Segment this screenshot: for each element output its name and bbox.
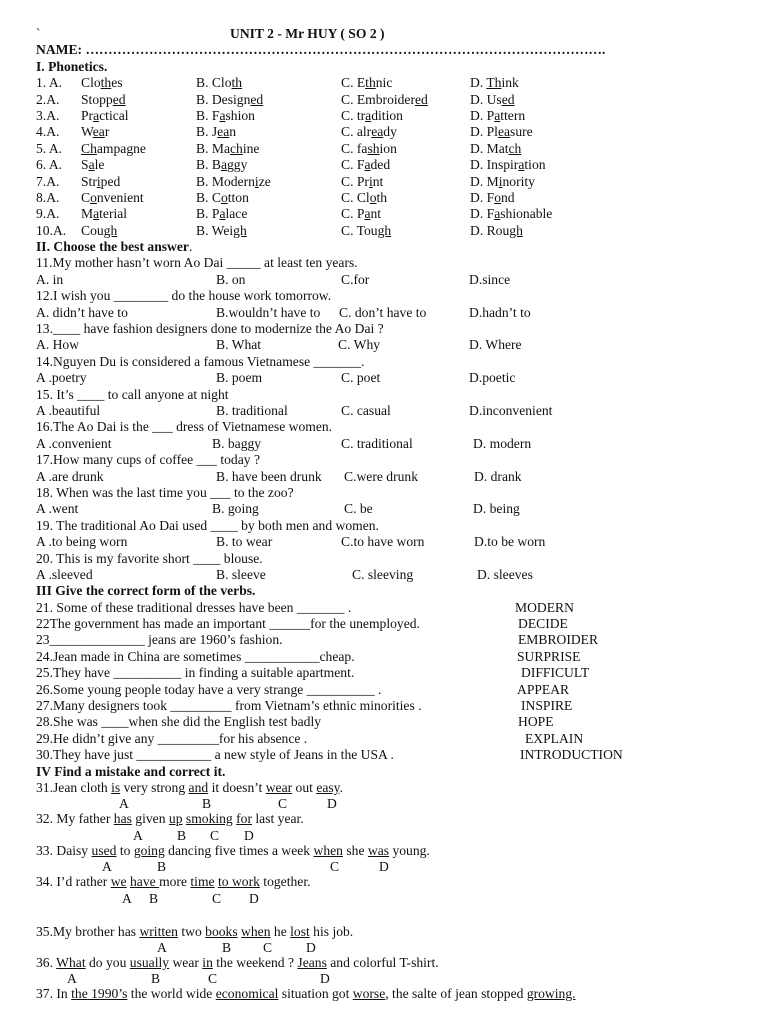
option-d: D. Pattern (470, 107, 526, 123)
option-d: D. Fond (470, 189, 515, 205)
option-d-underlined: ea (497, 124, 511, 140)
sentence-row (36, 843, 736, 859)
underlined-segment: up (168, 811, 183, 827)
options-row (36, 272, 736, 288)
option-b: B. on (216, 271, 246, 287)
option-b: B. baggy (212, 435, 262, 451)
choice-letter: D (306, 939, 316, 955)
choice-letter: A (157, 939, 167, 955)
verb-row (36, 731, 736, 747)
option-a: Wear (81, 124, 110, 140)
choice-letter: D (327, 796, 337, 812)
question-number: 2.A. (36, 91, 60, 107)
question-text: 18. When was the last time you ___ to the zoo? (36, 484, 294, 500)
question-number: 10.A. (36, 222, 67, 238)
option-b-underlined: o (220, 189, 228, 205)
underlined-segment: used (91, 842, 117, 858)
options-row (36, 436, 736, 452)
option-b: B. Palace (196, 206, 248, 222)
option-c: C.for (341, 271, 370, 287)
choice-letter: B (177, 827, 187, 843)
option-a-underlined: a (93, 107, 100, 123)
option-a-underlined: Ch (81, 140, 97, 156)
option-c: C. Why (338, 337, 381, 353)
option-b: B. Baggy (196, 157, 248, 173)
mistakes-section (36, 780, 736, 1003)
option-d: D.to be worn (474, 534, 546, 550)
underlined-segment: and (188, 779, 209, 795)
option-b-underlined: th (231, 75, 243, 91)
underlined-segment: we (110, 874, 127, 890)
option-b: B. Fashion (196, 107, 255, 123)
phonetics-row (36, 141, 736, 157)
mistake-sentence: 35.My brother has written two books when he lost his job. (36, 923, 354, 939)
options-row (36, 370, 736, 386)
option-d: D. Used (470, 91, 515, 107)
phonetics-row (36, 223, 736, 239)
choice-letter: D (320, 971, 330, 987)
verb-question: 25.They have __________ in finding a suitable apartment. (36, 665, 355, 681)
option-b-underlined: i (254, 173, 259, 189)
verb-row (36, 698, 736, 714)
sentence-row (36, 811, 736, 827)
underlined-segment: in (202, 954, 213, 970)
mistake-sentence: 37. In the 1990’s the world wide economical situation got worse, the salte of jean stopped growing. (36, 986, 576, 1002)
question-row (36, 518, 736, 534)
option-b: B. Cloth (196, 75, 243, 91)
question-text: 17.How many cups of coffee ___ today ? (36, 452, 260, 468)
verb-row (36, 600, 736, 616)
choose-section (36, 255, 736, 583)
spacer (36, 906, 736, 924)
underlined-segment: the 1990’s (71, 986, 128, 1002)
letters-row (36, 971, 736, 986)
option-a: A .went (36, 501, 79, 517)
underlined-segment: growing. (526, 986, 576, 1002)
phonetics-heading: I. Phonetics. (36, 58, 108, 74)
phonetics-row (36, 75, 736, 91)
choice-letter: B (151, 971, 161, 987)
option-a: Striped (81, 173, 121, 189)
verb-question: 26.Some young people today have a very strange __________ . (36, 681, 382, 697)
choice-letter: A (122, 890, 132, 906)
verb-row (36, 632, 736, 648)
verb-question: 24.Jean made in China are sometimes ___________cheap. (36, 648, 355, 664)
phonetics-row (36, 108, 736, 124)
tick-mark: ` (36, 26, 41, 41)
phonetics-row (36, 190, 736, 206)
mistake-sentence: 33. Daisy used to going dancing five times a week when she was young. (36, 842, 430, 858)
question-row (36, 551, 736, 567)
verb-question: 23______________ jeans are 1960’s fashion. (36, 632, 283, 648)
mistake-sentence: 34. I’d rather we have more time to work together. (36, 874, 311, 890)
option-a: A. in (36, 271, 64, 287)
word-cue: EMBROIDER (518, 632, 599, 648)
option-b-underlined: ch (229, 140, 243, 156)
mistakes-heading: IV Find a mistake and correct it. (36, 763, 226, 779)
underlined-segment: have (130, 874, 160, 890)
option-a: Practical (81, 107, 129, 123)
option-d-underlined: o (494, 189, 501, 205)
option-d-underlined: Th (486, 75, 502, 91)
option-d: D. drank (474, 468, 522, 484)
option-d: D. Pleasure (470, 124, 533, 140)
choice-letter: B (222, 939, 232, 955)
option-a: Cough (81, 222, 118, 238)
letters-row (36, 796, 736, 811)
choice-letter: A (133, 827, 143, 843)
word-cue: INTRODUCTION (520, 747, 623, 763)
choice-letter: C (263, 939, 273, 955)
mistake-sentence: 31.Jean cloth is very strong and it doesn’t wear out easy. (36, 779, 343, 795)
word-cue: EXPLAIN (525, 730, 584, 746)
mistake-sentence: 32. My father has given up smoking for last year. (36, 811, 304, 827)
phonetics-row (36, 157, 736, 173)
question-row (36, 419, 736, 435)
option-d: D.inconvenient (469, 402, 553, 418)
option-c: C. sleeving (352, 566, 414, 582)
phonetics-row (36, 124, 736, 140)
phonetics-section (36, 75, 736, 239)
letters-row (36, 828, 736, 843)
option-a: Stopped (81, 91, 126, 107)
underlined-segment: is (111, 779, 121, 795)
verb-row (36, 649, 736, 665)
question-text: 20. This is my favorite short ____ blouse. (36, 550, 263, 566)
options-row (36, 501, 736, 517)
options-row (36, 337, 736, 353)
option-c: C. Embroidered (341, 91, 428, 107)
phonetics-row (36, 174, 736, 190)
option-c-underlined: a (364, 206, 371, 222)
phonetics-row (36, 206, 736, 222)
option-b: B. Cotton (196, 189, 249, 205)
option-c: C. casual (341, 402, 391, 418)
word-cue: MODERN (515, 599, 574, 615)
option-d-underlined: ch (508, 140, 522, 156)
option-a: A. How (36, 337, 80, 353)
option-c: C. tradition (341, 107, 403, 123)
sentence-row (36, 780, 736, 796)
sentence-row (36, 874, 736, 890)
letters-row (36, 891, 736, 906)
option-b: B. traditional (216, 402, 288, 418)
choice-letter: C (208, 971, 218, 987)
sentence-row (36, 924, 736, 940)
question-row (36, 255, 736, 271)
option-a: A .convenient (36, 435, 112, 451)
underlined-segment: was (367, 842, 390, 858)
choice-letter: D (244, 827, 254, 843)
verb-row (36, 714, 736, 730)
underlined-segment: usually (129, 954, 170, 970)
choose-heading-row (36, 239, 736, 255)
question-row (36, 485, 736, 501)
name-row (36, 42, 736, 58)
option-a: Sale (81, 157, 105, 173)
option-c-underlined: th (365, 75, 376, 91)
question-row (36, 354, 736, 370)
options-row (36, 305, 736, 321)
option-a-underlined: o (90, 189, 97, 205)
word-cue: APPEAR (517, 681, 570, 697)
underlined-segment: What (56, 954, 86, 970)
option-b-underlined: a (219, 206, 226, 222)
option-b: B. Designed (196, 91, 264, 107)
letters-row (36, 940, 736, 955)
phonetics-row (36, 92, 736, 108)
option-b: B. Machine (196, 140, 260, 156)
option-d: D. Where (469, 337, 522, 353)
choice-letter: B (149, 890, 159, 906)
underlined-segment: to work (217, 874, 260, 890)
question-text: 15. It’s ____ to call anyone at night (36, 386, 229, 402)
option-c: C. Print (341, 173, 384, 189)
option-a: A. didn’t have to (36, 304, 128, 320)
option-c: C. Pant (341, 206, 382, 222)
option-c: C. fashion (341, 140, 397, 156)
option-d-underlined: a (518, 157, 525, 173)
option-b-underlined: ed (250, 91, 264, 107)
underlined-segment: going (133, 842, 165, 858)
option-a-underlined: a (88, 157, 95, 173)
option-a-underlined: th (100, 75, 112, 91)
verb-row (36, 665, 736, 681)
option-d: D. sleeves (477, 566, 533, 582)
underlined-segment: books (205, 923, 238, 939)
option-a: A .poetry (36, 370, 87, 386)
option-a-underlined: a (93, 206, 100, 222)
word-cue: DIFFICULT (521, 665, 590, 681)
question-text: 12.I wish you ________ do the house work tomorrow. (36, 288, 332, 304)
verb-row (36, 747, 736, 763)
option-d: D. Match (470, 140, 522, 156)
choose-heading-wrap (36, 239, 192, 255)
options-row (36, 534, 736, 550)
option-a: Clothes (81, 75, 123, 91)
option-a: A .to being worn (36, 534, 128, 550)
option-a-underlined: i (96, 173, 101, 189)
option-b: B. poem (216, 370, 263, 386)
option-d: D.poetic (469, 370, 516, 386)
choice-letter: A (67, 971, 77, 987)
verbs-heading-row (36, 583, 736, 599)
option-c-underlined: sh (367, 140, 380, 156)
option-c: C.were drunk (344, 468, 418, 484)
option-c: C. Cloth (341, 189, 388, 205)
choice-letter: B (202, 796, 212, 812)
underlined-segment: Jeans (297, 954, 327, 970)
underlined-segment: written (139, 923, 178, 939)
underlined-segment: easy (316, 779, 340, 795)
choice-letter: A (119, 796, 129, 812)
option-a: Champagne (81, 140, 146, 156)
option-c-underlined: a (365, 107, 372, 123)
choice-letter: D (379, 859, 389, 875)
underlined-segment: wear (265, 779, 293, 795)
mistake-sentence: 36. What do you usually wear in the weekend ? Jeans and colorful T-shirt. (36, 954, 439, 970)
sentence-row (36, 986, 736, 1002)
verb-row (36, 682, 736, 698)
verb-question: 30.They have just ___________ a new style of Jeans in the USA . (36, 747, 394, 763)
option-c-underlined: ed (415, 91, 428, 107)
option-d: D. Minority (470, 173, 535, 189)
option-c: C. Tough (341, 222, 392, 238)
question-number: 5. A. (36, 140, 63, 156)
option-b: B. have been drunk (216, 468, 322, 484)
option-d: D. Think (470, 75, 519, 91)
option-d: D. Fashionable (470, 206, 553, 222)
question-number: 3.A. (36, 107, 60, 123)
option-d: D.since (469, 271, 511, 287)
option-a: A .are drunk (36, 468, 104, 484)
phonetics-heading-row (36, 59, 736, 75)
option-a: A .beautiful (36, 402, 101, 418)
option-b-underlined: gh (233, 222, 247, 238)
choice-letter: D (249, 890, 259, 906)
question-number: 9.A. (36, 206, 60, 222)
question-number: 7.A. (36, 173, 60, 189)
option-d: D.hadn’t to (469, 304, 531, 320)
option-b-underlined: a (220, 157, 227, 173)
option-c-underlined: gh (377, 222, 392, 238)
option-d-underlined: a (494, 107, 501, 123)
question-row (36, 288, 736, 304)
verb-question: 22The government has made an important ______for the unemployed. (36, 616, 420, 632)
option-b: B.wouldn’t have to (216, 304, 321, 320)
option-c-underlined: i (368, 173, 373, 189)
option-c: C.to have worn (341, 534, 425, 550)
verb-row (36, 616, 736, 632)
choose-heading-tail: . (188, 239, 193, 255)
question-text: 14.Nguyen Du is considered a famous Vietnamese _______. (36, 353, 365, 369)
question-text: 16.The Ao Dai is the ___ dress of Vietnamese women. (36, 419, 333, 435)
underlined-segment: lost (290, 923, 310, 939)
verbs-heading: III Give the correct form of the verbs. (36, 583, 256, 599)
worksheet-page (36, 26, 736, 1003)
options-row (36, 567, 736, 583)
option-a: Material (81, 206, 128, 222)
underlined-segment: time (190, 874, 215, 890)
question-row (36, 452, 736, 468)
option-b-underlined: a (219, 107, 226, 123)
question-text: 19. The traditional Ao Dai used ____ by both men and women. (36, 517, 379, 533)
option-d: D. Inspiration (470, 157, 546, 173)
choice-letter: C (212, 890, 222, 906)
option-d-underlined: a (494, 206, 501, 222)
word-cue: HOPE (518, 714, 554, 730)
letters-row (36, 859, 736, 874)
option-c: C. poet (341, 370, 381, 386)
choice-letter: C (210, 827, 220, 843)
option-b-underlined: ea (217, 124, 230, 140)
question-row (36, 387, 736, 403)
word-cue: SURPRISE (517, 648, 581, 664)
choice-letter: C (278, 796, 288, 812)
underlined-segment: economical (215, 986, 279, 1002)
underlined-segment: smoking (185, 811, 233, 827)
question-number: 6. A. (36, 157, 63, 173)
option-c-underlined: a (364, 157, 371, 173)
option-a: A .sleeved (36, 566, 93, 582)
question-text: 13.____ have fashion designers done to modernize the Ao Dai ? (36, 321, 384, 337)
underlined-segment: for (236, 811, 252, 827)
option-b: B. Modernize (196, 173, 271, 189)
option-d-underlined: ed (501, 91, 515, 107)
word-cue: DECIDE (518, 616, 568, 632)
option-d-underlined: i (498, 173, 503, 189)
underlined-segment: when (313, 842, 343, 858)
option-c-underlined: ea (371, 124, 384, 140)
question-number: 4.A. (36, 124, 60, 140)
option-d-underlined: gh (509, 222, 523, 238)
option-c: C. traditional (341, 435, 413, 451)
choice-letter: B (157, 859, 167, 875)
option-b: B. to wear (216, 534, 273, 550)
option-d: D. modern (473, 435, 532, 451)
option-c: C. don’t have to (339, 304, 427, 320)
mistakes-heading-row (36, 764, 736, 780)
option-a-underlined: ea (92, 124, 105, 140)
underlined-segment: has (113, 811, 132, 827)
title-row (36, 26, 736, 42)
option-a: Convenient (81, 189, 144, 205)
option-c: C. be (344, 501, 373, 517)
option-c-underlined: o (369, 189, 377, 205)
question-number: 1. A. (36, 75, 63, 91)
choice-letter: A (102, 859, 112, 875)
option-b: B. Jean (196, 124, 237, 140)
worksheet-title: UNIT 2 - Mr HUY ( SO 2 ) (230, 26, 385, 41)
verbs-section (36, 600, 736, 764)
verb-question: 27.Many designers took _________ from Vietnam’s ethnic minorities . (36, 698, 422, 714)
option-c: C. Ethnic (341, 75, 393, 91)
verb-question: 28.She was ____when she did the English test badly (36, 714, 322, 730)
option-c: C. already (341, 124, 397, 140)
option-a-underlined: ed (112, 91, 126, 107)
option-a-underlined: gh (103, 222, 118, 238)
option-b: B. What (216, 337, 262, 353)
choice-letter: C (330, 859, 340, 875)
underlined-segment: worse (352, 986, 386, 1002)
options-row (36, 469, 736, 485)
option-b: B. Weigh (196, 222, 247, 238)
question-text: 11.My mother hasn’t worn Ao Dai _____ at least ten years. (36, 255, 358, 271)
verb-question: 29.He didn’t give any _________for his absence . (36, 730, 308, 746)
options-row (36, 403, 736, 419)
underlined-segment: when (241, 923, 271, 939)
option-c: C. Faded (341, 157, 391, 173)
option-b: B. sleeve (216, 566, 266, 582)
choose-heading: II. Choose the best answer (36, 239, 189, 255)
option-b: B. going (212, 501, 259, 517)
word-cue: INSPIRE (521, 698, 573, 714)
sentence-row (36, 955, 736, 971)
name-line: NAME: ……………………………………………………………………………………………………. (36, 42, 606, 58)
question-row (36, 321, 736, 337)
question-number: 8.A. (36, 189, 60, 205)
verb-question: 21. Some of these traditional dresses have been _______ . (36, 599, 352, 615)
option-d: D. Rough (470, 222, 523, 238)
option-d: D. being (473, 501, 520, 517)
